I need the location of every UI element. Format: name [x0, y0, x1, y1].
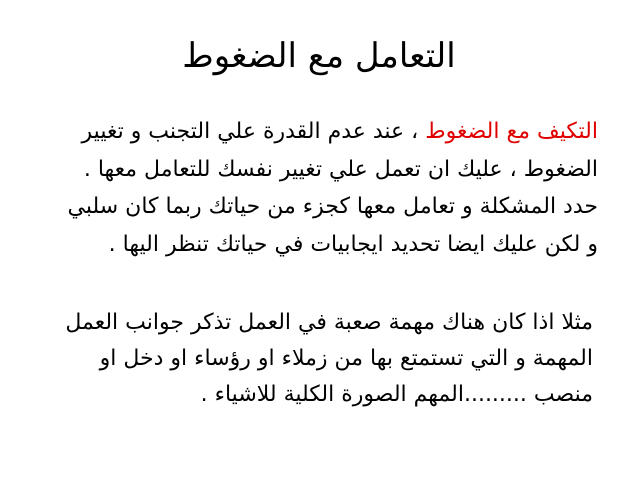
- paragraph-line: و لكن عليك ايضا تحديد ايجابيات في حياتك تنظر اليها .: [108, 231, 598, 257]
- paragraph-line: حدد المشكلة و تعامل معها كجزء من حياتك ربما كان سلبي: [67, 194, 598, 219]
- highlighted-phrase: التكيف مع الضغوط: [425, 119, 598, 144]
- paragraph-example: [65, 305, 593, 413]
- line-text: ، عند عدم القدرة علي التجنب و تغيير: [81, 119, 419, 144]
- paragraph-line: منصب .........المهم الصورة الكلية للاشياء .: [200, 382, 593, 407]
- paragraph-line: [40, 113, 598, 151]
- slide-title: التعامل مع الضغوط: [182, 36, 456, 76]
- paragraph-coping: [40, 113, 598, 263]
- paragraph-line: مثلا اذا كان هناك مهمة صعبة في العمل تذكر جوانب العمل: [65, 310, 593, 335]
- paragraph-line: المهمة و التي تستمتع بها من زملاء او رؤساء او دخل او: [99, 346, 593, 371]
- paragraph-line: الضغوط ، عليك ان تعمل علي تغيير نفسك للتعامل معها .: [83, 156, 598, 182]
